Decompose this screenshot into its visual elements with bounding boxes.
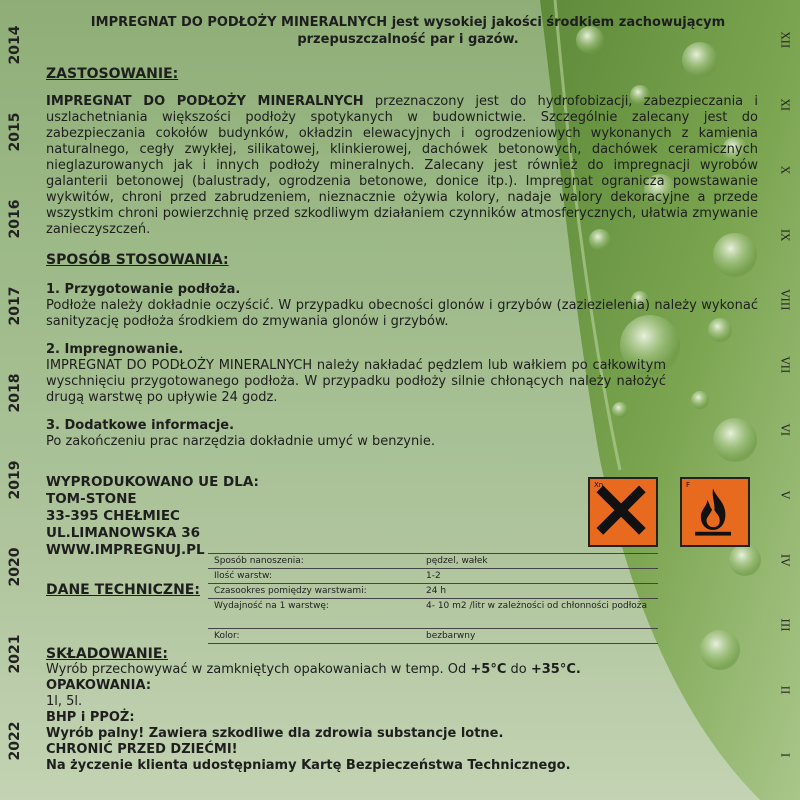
header-line-2: przepuszczalność par i gazów. xyxy=(297,32,519,47)
year-label: 2020 xyxy=(7,547,23,587)
step2-title: 2. Impregnowanie. xyxy=(46,342,184,357)
bhp-line-3: Na życzenie klienta udostępniamy Kartę Bezpieczeństwa Technicznego. xyxy=(46,758,571,773)
tech-table xyxy=(208,553,658,644)
month-label: XI xyxy=(778,98,792,112)
sposob-heading: SPOSÓB STOSOWANIA: xyxy=(46,252,229,268)
table-key: Sposób nanoszenia: xyxy=(214,556,304,566)
flammable-code: F xyxy=(686,481,691,489)
manufacturer-postal: 33-395 CHEŁMIEC xyxy=(46,508,180,524)
year-label: 2014 xyxy=(7,25,23,65)
month-label: I xyxy=(778,752,792,758)
year-label: 2022 xyxy=(7,721,23,761)
product-name: IMPREGNAT DO PODŁOŻY MINERALNYCH xyxy=(46,94,364,109)
tech-heading: DANE TECHNICZNE: xyxy=(46,582,200,598)
year-label: 2019 xyxy=(7,460,23,500)
month-label: VIII xyxy=(778,289,792,311)
bhp-line-2: CHRONIĆ PRZED DZIEĆMI! xyxy=(46,742,238,757)
month-label: XII xyxy=(778,31,792,49)
zastosowanie-paragraph xyxy=(46,94,758,238)
table-row xyxy=(208,569,658,584)
storage-block xyxy=(46,646,581,774)
table-value: 1-2 xyxy=(426,571,441,581)
month-strip xyxy=(770,0,800,800)
table-key: Ilość warstw: xyxy=(214,571,272,581)
harmful-hazard-icon xyxy=(588,477,658,547)
year-label: 2018 xyxy=(7,373,23,413)
flammable-hazard-icon xyxy=(680,477,750,547)
month-label: III xyxy=(778,618,792,632)
table-key: Kolor: xyxy=(214,631,240,641)
month-label: X xyxy=(778,166,792,174)
storage-text-before: Wyrób przechowywać w zamkniętych opakowaniach w temp. Od xyxy=(46,662,471,677)
table-value: 4- 10 m2 /litr w zależności od chłonności podłoża xyxy=(426,601,648,611)
table-spacer xyxy=(208,613,658,629)
bhp-heading: BHP i PPOŻ: xyxy=(46,710,135,725)
flame-icon xyxy=(682,479,748,545)
main-text xyxy=(46,14,758,450)
storage-text-mid: do xyxy=(506,662,531,677)
step2-text: IMPREGNAT DO PODŁOŻY MINERALNYCH należy nakładać pędzlem lub wałkiem po całkowitym wyschnięciu przygotowanego podłoża. W przypadku podłoży silnie chłonących należy nałożyć drugą warstwę po upływie 24 godz. xyxy=(46,358,666,405)
manufacturer-street: UL.LIMANOWSKA 36 xyxy=(46,525,200,541)
packaging-heading: OPAKOWANIA: xyxy=(46,678,152,693)
manufacturer-web: WWW.IMPREGNUJ.PL xyxy=(46,542,205,558)
packaging-text: 1l, 5l. xyxy=(46,694,83,709)
year-label: 2015 xyxy=(7,112,23,152)
manufacturer-block xyxy=(46,474,259,559)
temp-from: +5°C xyxy=(470,662,507,677)
temp-to: +35°C. xyxy=(530,662,581,677)
month-label: V xyxy=(778,491,792,499)
manufacturer-label: WYPRODUKOWANO UE DLA: xyxy=(46,474,259,490)
header xyxy=(46,14,758,48)
step1-title: 1. Przygotowanie podłoża. xyxy=(46,282,241,297)
month-label: IX xyxy=(778,228,792,242)
table-row xyxy=(208,584,658,599)
step1-text: Podłoże należy dokładnie oczyścić. W przypadku obecności glonów i grzybów (zaziezielenia) należy wykonać sanityzację podłoża środkiem do zmywania glonów i grzybów. xyxy=(46,298,758,329)
table-key: Czasookres pomiędzy warstwami: xyxy=(214,586,367,596)
table-value: 24 h xyxy=(426,586,447,596)
month-label: II xyxy=(778,685,792,695)
year-label: 2021 xyxy=(7,634,23,674)
table-key: Wydajność na 1 warstwę: xyxy=(214,601,329,611)
table-row xyxy=(208,629,658,644)
zastosowanie-text: przeznaczony jest do hydrofobizacji, zabezpieczania i uszlachetniania większości podłoży spotykanych w budownictwie. Szczególnie zalecany jest do zabezpieczania cokołów budynków, okładzin elewacyjnych i ogrodzeniowych wykonanych z kamienia naturalnego, cegły zwykłej, silikatowej, klinkierowej, dachówek betonowych, dachówek ceramicznych nieglazurowanych jak i innych podłoży mineralnych. Zalecany jest również do impregnacji wyrobów galanterii betonowej (balustrady, ogrodzenia betonowe, donice itp.). Impregnat ogranicza powstawanie wykwitów, chroni przed zabrudzeniem, nieznacznie ożywia kolory, nadaje walory dekoracyjne a przede wszystkim chroni powierzchnię przed szkodliwym działaniem czynników atmosferycznych, ułatwia zmywanie zanieczyszczeń. xyxy=(46,94,758,237)
manufacturer-name: TOM-STONE xyxy=(46,491,137,507)
table-row xyxy=(208,599,658,613)
month-label: IV xyxy=(778,553,792,567)
table-row xyxy=(208,553,658,569)
storage-heading: SKŁADOWANIE: xyxy=(46,646,169,662)
zastosowanie-heading: ZASTOSOWANIE: xyxy=(46,66,179,82)
header-line-1: IMPREGNAT DO PODŁOŻY MINERALNYCH jest wysokiej jakości środkiem zachowującym xyxy=(90,15,726,30)
bhp-line-1: Wyrób palny! Zawiera szkodliwe dla zdrowia substancje lotne. xyxy=(46,726,504,741)
month-label: VII xyxy=(778,356,792,374)
table-value: pędzel, wałek xyxy=(426,556,488,566)
year-label: 2017 xyxy=(7,286,23,326)
step3-title: 3. Dodatkowe informacje. xyxy=(46,418,235,433)
year-label: 2016 xyxy=(7,199,23,239)
step3-text: Po zakończeniu prac narzędzia dokładnie umyć w benzynie. xyxy=(46,434,435,449)
year-strip xyxy=(0,0,30,800)
storage-text xyxy=(46,662,581,678)
table-value: bezbarwny xyxy=(426,631,476,641)
harmful-code: Xn xyxy=(594,481,604,489)
month-label: VI xyxy=(778,423,792,437)
